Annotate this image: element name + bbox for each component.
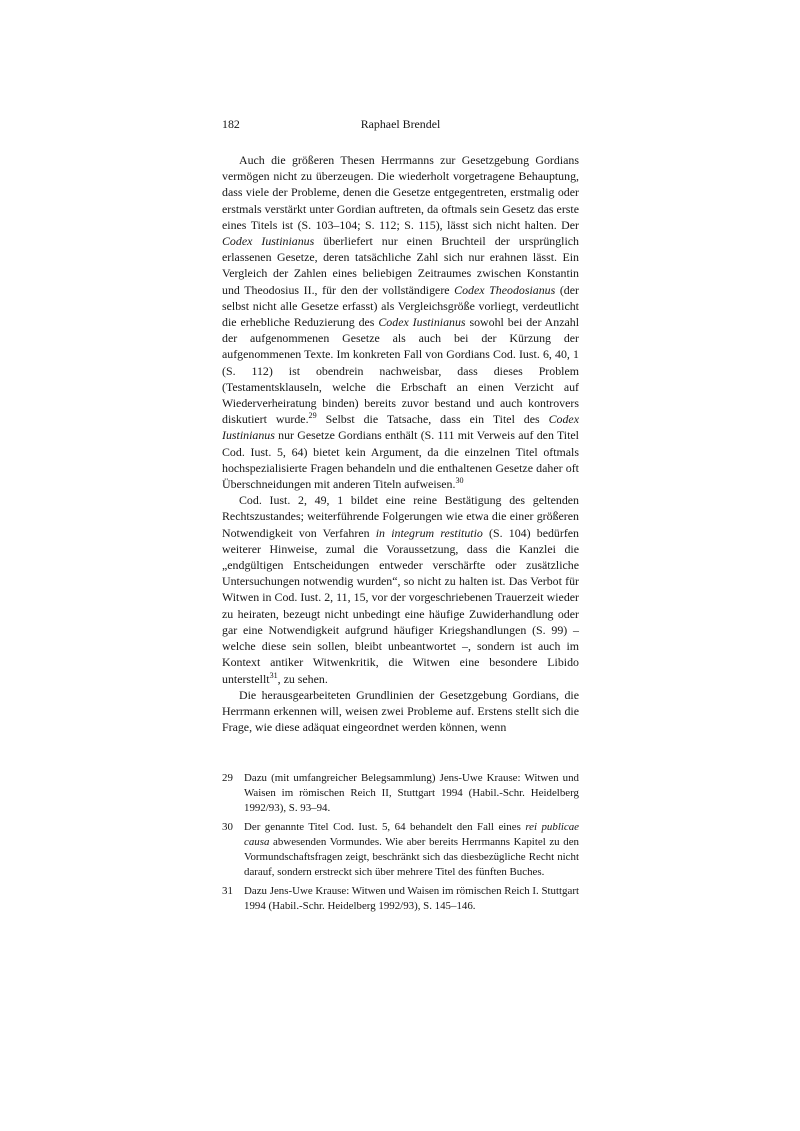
text-run: überliefert nur einen Bruchteil der ursprünglich erlassenen Gesetze, deren tatsächliche Zahl sich nur erahnen lässt. Ein Vergleich der Zahlen eines beliebigen Zeitraumes zwischen Konstantin und Theodosius II., für den der vollständigere — [222, 234, 580, 297]
italic-text: in integrum restitutio — [375, 525, 483, 540]
footnote-ref: 29 — [308, 411, 317, 421]
footnotes — [222, 771, 579, 913]
footnote — [222, 884, 579, 914]
paragraph — [222, 152, 579, 492]
text-run: Selbst die Tatsache, dass ein Titel des — [316, 412, 549, 427]
italic-text: Codex Iustinianus — [378, 315, 466, 330]
text-run: Dazu Jens-Uwe Krause: Witwen und Waisen im römischen Reich I. Stuttgart 1994 (Habil.-Schr. Heidelberg 1992/93), S. 145–146. — [244, 884, 579, 912]
footnote-ref: 31 — [269, 670, 278, 680]
footnote — [222, 771, 579, 816]
running-head: Raphael Brendel — [360, 117, 441, 131]
footnote-text — [244, 771, 579, 816]
footnote-text — [244, 884, 579, 914]
text-run: Dazu (mit umfangreicher Belegsammlung) Jens-Uwe Krause: Witwen und Waisen im römischen Reich II, Stuttgart 1994 (Habil.-Schr. Heidelberg 1992/93), S. 93–94. — [244, 772, 579, 815]
italic-text: Codex Theodosianus — [454, 282, 556, 297]
text-run: , zu sehen. — [277, 671, 328, 686]
footnote — [222, 820, 579, 880]
italic-text: Codex Iustinianus — [222, 412, 579, 443]
italic-text: Codex Iustinianus — [222, 234, 315, 249]
text-run: (der selbst nicht alle Gesetze erfasst) als Vergleichsgröße vorliegt, verdeutlicht die erhebliche Reduzierung des — [222, 282, 579, 330]
text-run: Der genannte Titel Cod. Iust. 5, 64 behandelt den Fall eines — [244, 821, 526, 834]
text-run: Die herausgearbeiteten Grundlinien der Gesetzgebung Gordians, die Herrmann erkennen will, weisen zwei Probleme auf. Erstens stellt sich die Frage, wie diese adäquat eingeordnet werden können, wenn — [222, 687, 579, 735]
paragraph — [222, 492, 579, 686]
body-text — [222, 152, 579, 735]
footnote-number: 31 — [222, 884, 233, 897]
text-run: Auch die größeren Thesen Herrmanns zur Gesetzgebung Gordians vermögen nicht zu überzeugen. Die wiederholt vorgetragene Behauptung, dass viele der Probleme, denen die Gesetze entgegentreten, erstmalig oder erstmals verstärkt unter Gordian auftreten, da oftmals sein Gesetz das erste eines Titels ist (S. 103–104; S. 112; S. 115), lässt sich nicht halten. Der — [222, 153, 579, 232]
footnote-number: 30 — [222, 821, 233, 834]
footnote-text — [244, 820, 579, 880]
text-run: (S. 104) bedürfen weiterer Hinweise, zumal die Voraussetzung, dass die Kanzlei die „endgültigen Entscheidungen entweder verschärfte oder zusätzliche Untersuchungen notwendig wurden“, so nicht zu halten ist. Das Verbot für Witwen in Cod. Iust. 2, 11, 15, vor der vorgeschriebenen Trauerzeit wieder zu heiraten, bezeugt nicht unbedingt eine häufige Zuwiderhandlung oder gar eine Notwendigkeit aufgrund häufiger Kriegshandlungen (S. 99) – welche diese sein sollen, bleibt unbeantwortet –, sondern ist auch im Kontext antiker Witwenkritik, die Witwen eine besondere Libido unterstellt — [222, 525, 579, 686]
text-column — [222, 116, 579, 917]
paragraph — [222, 687, 579, 736]
page-header — [222, 116, 579, 132]
italic-text: rei publicae causa — [244, 821, 579, 848]
text-run: sowohl bei der Anzahl der aufgenommenen Gesetze als auch bei der Kürzung der aufgenommenen Texte. Im konkreten Fall von Gordians Cod. Iust. 6, 40, 1 (S. 112) ist obendrein nachweisbar, dass dieses Problem (Testamentsklauseln, welche die Erbschaft an einen Verzicht auf Wiederverheiratung binden) bereits zuvor bestand und auch kontrovers diskutiert wurde. — [222, 315, 580, 427]
footnote-ref: 30 — [455, 476, 464, 486]
text-run: nur Gesetze Gordians enthält (S. 111 mit Verweis auf den Titel Cod. Iust. 5, 64) bietet kein Argument, da die einzelnen Titel oftmals hochspezialisierte Fragen behandeln und die enthaltenen Gesetze daher oft Überschneidungen mit anderen Titeln aufweisen. — [222, 428, 579, 492]
text-run: abwesenden Vormundes. Wie aber bereits Herrmanns Kapitel zu den Vormundschaftsfragen zeigt, beschränkt sich das diesbezügliche Recht nicht darauf, sondern erstreckt sich über mehrere Titel des fünften Buches. — [244, 835, 579, 878]
text-run: Cod. Iust. 2, 49, 1 bildet eine reine Bestätigung des geltenden Rechtszustandes; weiterführende Folgerungen wie etwa die einer größeren Notwendigkeit von Verfahren — [222, 493, 579, 540]
footnote-number: 29 — [222, 772, 233, 785]
page-number: 182 — [222, 117, 240, 131]
